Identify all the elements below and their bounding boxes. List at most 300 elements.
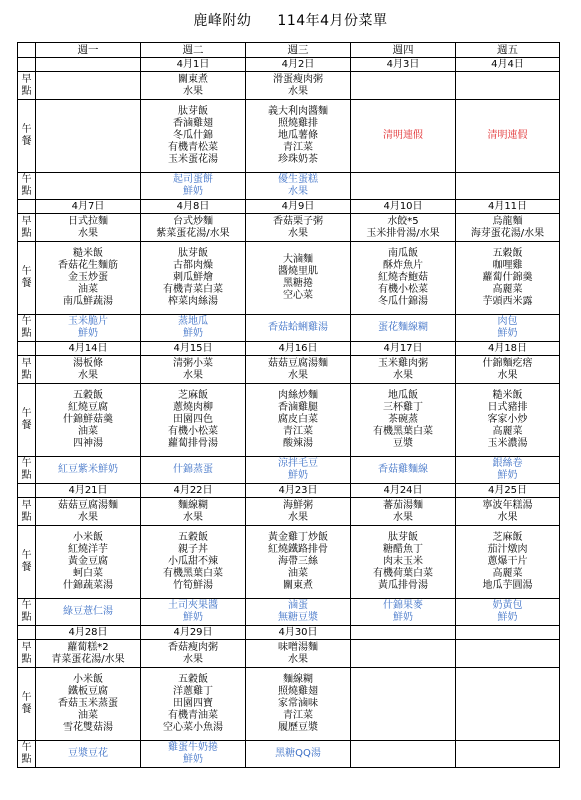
menu-item: 地瓜芋圓湯 [482,580,533,591]
menu-item: 清粥小菜 [173,357,213,369]
menu-item: 糙米飯 [73,248,103,259]
menu-item: 冬瓜什錦湯 [378,296,428,307]
menu-item: 刺瓜鮮燴 [173,272,213,283]
menu-item: 紅燒洋芋 [68,544,108,555]
menu-item: 芝麻飯 [178,390,208,401]
menu-item: 水果 [183,653,203,665]
menu-item: 三杯雞丁 [383,402,423,413]
breakfast-row [18,498,560,526]
breakfast-cell [246,498,351,526]
corner-cell [18,43,36,58]
snack-label-char: 點 [21,754,32,765]
snack-label-char: 點 [21,186,32,197]
menu-item: 肽芽飯 [178,106,208,117]
menu-item: 涼拌毛豆 [278,458,318,469]
snack-cell [141,315,246,342]
lunch-cell [246,526,351,599]
lunch-cell [456,384,560,457]
lunch-cell [141,242,246,315]
menu-item: 五穀飯 [73,390,103,401]
menu-item: 有機青松菜 [168,142,218,153]
menu-item: 紅燒杏鮑菇 [378,272,428,283]
menu-item: 玉米蛋花湯 [168,154,218,165]
snack-cell [246,741,351,768]
menu-item: 水果 [497,369,518,381]
date-cell: 4月25日 [456,484,560,498]
snack-label-char: 午 [21,174,32,185]
menu-item: 水果 [288,227,308,239]
snack-label [18,173,36,200]
weekday-header: 週三 [246,43,351,58]
menu-item: 台式炒麵 [173,215,213,227]
breakfast-cell [456,640,560,668]
date-cell: 4月11日 [456,200,560,214]
breakfast-cell [351,214,456,242]
menu-item: 南瓜鮮蔬湯 [63,296,113,307]
menu-item: 關東煮 [283,580,313,591]
breakfast-cell [141,356,246,384]
menu-item: 芝麻飯 [492,532,523,543]
lunch-cell [246,242,351,315]
lunch-label-char: 午 [21,550,32,561]
weekday-header-row [18,43,560,58]
menu-item: 四神湯 [73,438,103,449]
snack-cell [36,457,141,484]
menu-item: 水果 [183,369,203,381]
breakfast-label-char: 點 [21,227,32,239]
menu-item: 金玉炒蛋 [68,272,108,283]
snack-label [18,599,36,626]
menu-item: 什錦麵疙瘩 [482,357,533,369]
menu-item: 家常滷味 [278,698,318,709]
menu-item: 香滷雞翅 [173,118,213,129]
menu-item: 菇菇豆腐湯麵 [58,499,118,511]
date-cell: 4月24日 [351,484,456,498]
snack-cell [36,315,141,342]
menu-item: 地瓜薯條 [278,130,318,141]
menu-item: 黑糖QQ湯 [275,748,321,759]
menu-item: 親子丼 [178,544,208,555]
menu-item: 芋頭西米露 [482,296,533,307]
breakfast-label [18,214,36,242]
date-label-cell [18,484,36,498]
menu-item: 水果 [288,186,308,197]
snack-label-char: 午 [21,458,32,469]
date-cell: 4月17日 [351,342,456,356]
breakfast-cell [351,356,456,384]
date-row [18,200,560,214]
date-cell: 4月29日 [141,626,246,640]
menu-item: 鮮奶 [393,612,413,623]
menu-title: 114年4月份菜單 [277,13,388,29]
menu-item: 優生蛋糕 [278,174,318,185]
breakfast-label-char: 點 [21,369,32,381]
menu-item: 古都肉燥 [173,260,213,271]
menu-item: 油菜 [288,568,308,579]
menu-item: 日式豬排 [487,402,528,413]
snack-cell [456,741,560,768]
menu-item: 鮮奶 [183,328,203,339]
lunch-label-char: 午 [21,692,32,703]
lunch-label-char: 午 [21,124,32,135]
menu-item: 肉末玉米 [383,556,423,567]
menu-item: 茶碗蒸 [388,414,418,425]
weekday-header: 週四 [351,43,456,58]
menu-item: 洋蔥雞丁 [173,686,213,697]
snack-cell [246,173,351,200]
menu-item: 奶黃包 [492,600,523,611]
menu-item: 海芽蛋花湯/水果 [470,227,545,239]
lunch-label-char: 餐 [21,420,32,431]
breakfast-label-char: 早 [21,73,32,85]
breakfast-cell [246,72,351,100]
snack-row [18,741,560,768]
date-cell: 4月14日 [36,342,141,356]
menu-item: 腐皮白菜 [278,414,318,425]
breakfast-row [18,214,560,242]
menu-item: 什錦鮮菇羹 [63,414,113,425]
breakfast-label-char: 早 [21,499,32,511]
lunch-cell [351,526,456,599]
menu-item: 香菇花生麵筋 [58,260,118,271]
lunch-cell [351,384,456,457]
lunch-cell [141,384,246,457]
breakfast-cell [36,72,141,100]
snack-cell [246,457,351,484]
menu-item: 酥炸魚片 [383,260,423,271]
menu-item: 紅燒鐵路排骨 [268,544,328,555]
breakfast-cell [351,640,456,668]
menu-item: 玉米雞肉粥 [378,357,428,369]
lunch-label [18,526,36,599]
menu-item: 有機青菜白菜 [163,284,223,295]
breakfast-label-char: 點 [21,511,32,523]
menu-item: 水果 [78,369,98,381]
breakfast-cell [246,640,351,668]
menu-item: 紫菜蛋花湯/水果 [156,227,230,239]
menu-item: 黃金雞丁炒飯 [268,532,328,543]
menu-item: 鮮奶 [288,470,308,481]
menu-item: 蚵白菜 [73,568,103,579]
date-cell: 4月9日 [246,200,351,214]
menu-item: 豆漿 [393,438,413,449]
menu-item: 香菇瘦肉粥 [168,641,218,653]
menu-item: 油菜 [78,426,98,437]
menu-item: 玉米濃湯 [487,438,528,449]
menu-item: 蔥燒肉柳 [173,402,213,413]
date-cell: 4月1日 [141,58,246,72]
menu-item: 玉米排骨湯/水果 [366,227,440,239]
lunch-cell [351,668,456,741]
breakfast-cell [141,498,246,526]
date-label-cell [18,342,36,356]
date-cell: 4月3日 [351,58,456,72]
menu-item: 紅豆紫米鮮奶 [58,464,118,475]
breakfast-cell [246,214,351,242]
breakfast-row [18,356,560,384]
date-cell [36,58,141,72]
menu-item: 小瓜甜不辣 [168,556,218,567]
menu-item: 水果 [497,511,518,523]
date-cell: 4月23日 [246,484,351,498]
menu-item: 小米飯 [73,674,103,685]
menu-item: 蔥爆干片 [487,556,528,567]
snack-cell [36,741,141,768]
snack-cell [36,599,141,626]
menu-item: 香滷雞腿 [278,402,318,413]
menu-item: 大滷麵 [283,254,313,265]
snack-label [18,741,36,768]
date-cell: 4月21日 [36,484,141,498]
menu-item: 青江菜 [283,710,313,721]
breakfast-label-char: 早 [21,357,32,369]
menu-item: 滑蛋瘦肉粥 [273,73,323,85]
menu-item: 照燒雞排 [278,118,318,129]
lunch-cell [36,242,141,315]
lunch-label-char: 午 [21,266,32,277]
snack-cell [141,741,246,768]
lunch-cell [456,526,560,599]
menu-item: 什錦蒸蛋 [173,464,213,475]
lunch-cell [141,100,246,173]
menu-item: 湯板條 [73,357,103,369]
menu-item: 什錦蔬菜湯 [63,580,113,591]
snack-label-char: 點 [21,612,32,623]
menu-item: 肉絲炒麵 [278,390,318,401]
menu-item: 五穀飯 [492,248,523,259]
snack-cell [456,315,560,342]
menu-item: 清明連假 [487,130,528,141]
menu-item: 水果 [78,227,98,239]
menu-item: 青江菜 [283,426,313,437]
date-cell: 4月7日 [36,200,141,214]
menu-item: 玉米脆片 [68,316,108,327]
snack-label-char: 午 [21,742,32,753]
menu-table [17,42,560,768]
weekday-header: 週一 [36,43,141,58]
menu-item: 有機黑葉白菜 [373,426,433,437]
menu-item: 海帶三絲 [278,556,318,567]
snack-cell [141,173,246,200]
menu-item: 空心菜 [283,290,313,301]
date-label-cell [18,626,36,640]
menu-item: 有機黑葉白菜 [163,568,223,579]
menu-item: 麵線糊 [283,674,313,685]
menu-item: 清明連假 [383,130,423,141]
lunch-label-char: 餐 [21,278,32,289]
breakfast-label-char: 早 [21,641,32,653]
breakfast-label-char: 點 [21,85,32,97]
menu-item: 客家小炒 [487,414,528,425]
menu-item: 青菜蛋花湯/水果 [51,653,125,665]
breakfast-cell [351,72,456,100]
snack-row [18,457,560,484]
menu-item: 黃金豆腐 [68,556,108,567]
lunch-label [18,384,36,457]
date-cell [456,626,560,640]
lunch-cell [351,242,456,315]
breakfast-label-char: 點 [21,653,32,665]
menu-item: 茄汁燉肉 [487,544,528,555]
menu-item: 寧波年糕湯 [482,499,533,511]
breakfast-label [18,356,36,384]
date-cell [351,626,456,640]
breakfast-row [18,640,560,668]
menu-item: 糖醋魚丁 [383,544,423,555]
menu-item: 蘿蔔什錦羹 [482,272,533,283]
lunch-label [18,242,36,315]
lunch-row [18,526,560,599]
menu-item: 義大利肉醬麵 [268,106,328,117]
lunch-row [18,242,560,315]
date-cell: 4月28日 [36,626,141,640]
date-cell: 4月18日 [456,342,560,356]
lunch-row [18,384,560,457]
breakfast-cell [141,72,246,100]
snack-row [18,599,560,626]
breakfast-label [18,640,36,668]
lunch-label [18,100,36,173]
menu-item: 鮮奶 [78,328,98,339]
snack-cell [351,599,456,626]
breakfast-cell [36,214,141,242]
lunch-row [18,668,560,741]
menu-item: 鮮奶 [183,612,203,623]
menu-item: 黑糖捲 [283,278,313,289]
weekday-header: 週五 [456,43,560,58]
menu-item: 珍珠奶茶 [278,154,318,165]
menu-item: 肽芽飯 [178,248,208,259]
date-cell: 4月30日 [246,626,351,640]
snack-cell [141,599,246,626]
menu-item: 關東煮 [178,73,208,85]
menu-item: 竹筍鮮湯 [173,580,213,591]
lunch-cell [351,100,456,173]
snack-cell [456,173,560,200]
date-cell: 4月16日 [246,342,351,356]
menu-item: 鮮奶 [497,470,518,481]
menu-item: 鮮奶 [183,754,203,765]
lunch-cell [141,526,246,599]
menu-item: 黃瓜排骨湯 [378,580,428,591]
menu-item: 油菜 [78,284,98,295]
date-cell: 4月8日 [141,200,246,214]
menu-item: 土司夾果醬 [168,600,218,611]
breakfast-cell [456,498,560,526]
date-label-cell [18,58,36,72]
snack-cell [456,599,560,626]
lunch-cell [141,668,246,741]
menu-item: 水果 [393,369,413,381]
snack-cell [351,457,456,484]
menu-item: 麵線糊 [178,499,208,511]
snack-label-char: 午 [21,316,32,327]
menu-item: 醬燒里肌 [278,266,318,277]
menu-item: 無糖豆漿 [278,612,318,623]
snack-cell [246,599,351,626]
snack-label-char: 午 [21,600,32,611]
menu-item: 油菜 [78,710,98,721]
menu-item: 有機荷葉白菜 [373,568,433,579]
menu-item: 水果 [288,511,308,523]
snack-row [18,173,560,200]
menu-item: 空心菜小魚湯 [163,722,223,733]
lunch-cell [246,668,351,741]
lunch-cell [36,100,141,173]
menu-item: 蘿蔔排骨湯 [168,438,218,449]
menu-item: 榨菜肉絲湯 [168,296,218,307]
menu-item: 高麗菜 [492,568,523,579]
menu-item: 南瓜飯 [388,248,418,259]
snack-cell [456,457,560,484]
page-title [0,10,581,30]
menu-item: 菇菇豆腐湯麵 [268,357,328,369]
date-cell: 4月2日 [246,58,351,72]
menu-item: 銀絲卷 [492,458,523,469]
lunch-cell [456,242,560,315]
menu-item: 咖哩雞 [492,260,523,271]
menu-item: 香菇蛤蜊雞湯 [268,322,328,333]
menu-item: 水果 [288,369,308,381]
breakfast-cell [36,640,141,668]
menu-item: 蛋花麵線糊 [378,322,428,333]
menu-item: 日式拉麵 [68,215,108,227]
snack-cell [351,173,456,200]
lunch-cell [456,100,560,173]
menu-item: 香菇栗子粥 [273,215,323,227]
menu-item: 小米飯 [73,532,103,543]
menu-item: 水果 [288,653,308,665]
school-name: 鹿峰附幼 [193,13,252,29]
lunch-label [18,668,36,741]
menu-item: 鮮奶 [497,328,518,339]
breakfast-cell [456,356,560,384]
menu-item: 有機小松菜 [168,426,218,437]
date-row [18,58,560,72]
snack-cell [351,315,456,342]
breakfast-cell [246,356,351,384]
menu-item: 水果 [393,511,413,523]
menu-item: 田園四寶 [173,698,213,709]
breakfast-cell [141,214,246,242]
snack-label [18,315,36,342]
menu-item: 綠豆薏仁湯 [63,606,113,617]
menu-item: 蘿蔔糕*2 [67,641,109,653]
menu-item: 雪花雙菇湯 [63,722,113,733]
lunch-label-char: 午 [21,408,32,419]
menu-item: 地瓜飯 [388,390,418,401]
date-cell: 4月4日 [456,58,560,72]
menu-item: 水果 [183,85,203,97]
weekday-header: 週二 [141,43,246,58]
menu-item: 豆漿豆花 [68,748,108,759]
menu-item: 有機青油菜 [168,710,218,721]
menu-item: 香菇雞麵線 [378,464,428,475]
menu-item: 冬瓜什錦 [173,130,213,141]
date-row [18,626,560,640]
lunch-cell [36,526,141,599]
menu-item: 五穀飯 [178,532,208,543]
menu-item: 起司蛋餅 [173,174,213,185]
menu-item: 鮮奶 [183,186,203,197]
snack-label [18,457,36,484]
snack-label-char: 點 [21,470,32,481]
breakfast-label [18,72,36,100]
menu-item: 酸辣湯 [283,438,313,449]
menu-item: 紅燒豆腐 [68,402,108,413]
menu-item: 肽芽飯 [388,532,418,543]
breakfast-cell [36,356,141,384]
